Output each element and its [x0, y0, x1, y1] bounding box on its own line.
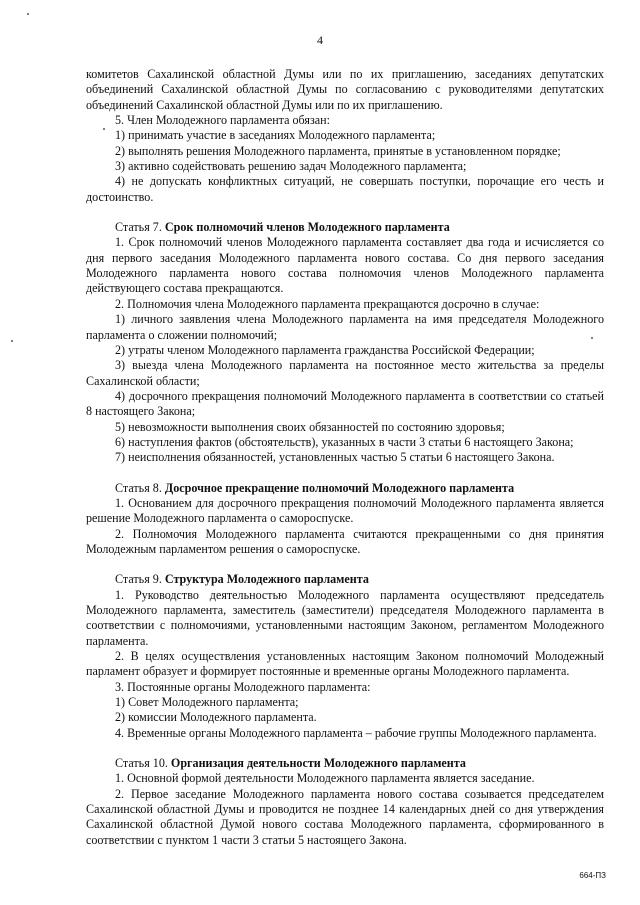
scan-speck [27, 13, 29, 15]
paragraph: 1. Руководство деятельностью Молодежного парламента осуществляют председатель Молодежного парламента, заместитель (заместители) председателя Молодежного парламента в соответствии с полномочиями, установленными настоящим Законом, регламентом Молодежного парламента. [86, 587, 604, 648]
paragraph: 5. Член Молодежного парламента обязан: [115, 113, 330, 128]
article-7-heading [86, 220, 604, 235]
article-number: Статья 10. [115, 756, 171, 771]
paragraph: 2. Полномочия Молодежного парламента считаются прекращенными со дня принятия Молодежным парламентом решения о самороспуске. [86, 526, 604, 556]
paragraph: 2. Первое заседание Молодежного парламента нового состава созывается председателем Сахалинской областной Думы и проводится не позднее 14 календарных дней со дня утверждения Сахалинской областной Думой нового состава Молодежного парламента, сформированного в соответствии с пунктом 1 части 3 статьи 5 настоящего Закона. [86, 786, 604, 847]
paragraph: комитетов Сахалинской областной Думы или по их приглашению, заседаниях депутатских объединений Сахалинской областной Думы по согласованию с руководителями депутатских объединений Сахалинской областной Думы или по их приглашению. [86, 67, 604, 112]
page-number: 4 [317, 33, 323, 47]
paragraph: 2. В целях осуществления установленных настоящим Законом полномочий Молодежный парламент образует и формирует постоянные и временные органы Молодежного парламента. [86, 649, 604, 679]
paragraph: 4. Временные органы Молодежного парламента – рабочие группы Молодежного парламента. [115, 725, 597, 740]
document-code: 664-ПЗ [579, 871, 606, 880]
paragraph: 5) невозможности выполнения своих обязанностей по состоянию здоровья; [115, 419, 505, 434]
article-10-heading [86, 756, 604, 771]
paragraph: 4) не допускать конфликтных ситуаций, не совершать поступки, порочащие его честь и достоинство. [86, 174, 604, 204]
paragraph: 2) комиссии Молодежного парламента. [115, 710, 317, 725]
scan-speck [103, 128, 105, 130]
paragraph: 1. Основной формой деятельности Молодежного парламента является заседание. [115, 771, 535, 786]
paragraph: 1) Совет Молодежного парламента; [115, 695, 299, 710]
paragraph: 7) неисполнения обязанностей, установленных частью 5 статьи 6 настоящего Закона. [115, 450, 555, 465]
paragraph: 4) досрочного прекращения полномочий Молодежного парламента в соответствии со статьей 8 настоящего Закона; [86, 388, 604, 419]
scan-speck [591, 337, 593, 339]
article-title: Структура Молодежного парламента [164, 572, 369, 587]
paragraph: 1) принимать участие в заседаниях Молодежного парламента; [115, 128, 436, 143]
article-number: Статья 9. [115, 572, 165, 587]
paragraph: 1. Срок полномочий членов Молодежного парламента составляет два года и исчисляется со дня первого заседания Молодежного парламента нового состава. Со дня первого заседания Молодежного парламента нового состава полномочия членов Молодежного парламента действующего состава прекращаются. [86, 235, 604, 296]
document-body [86, 67, 604, 848]
article-9-heading [86, 572, 604, 587]
paragraph: 2. Полномочия члена Молодежного парламента прекращаются досрочно в случае: [115, 296, 540, 311]
article-number: Статья 7. [115, 220, 165, 235]
paragraph: 1) личного заявления члена Молодежного парламента на имя председателя Молодежного парламента о сложении полномочий; [86, 312, 604, 342]
scan-speck [11, 340, 13, 342]
article-number: Статья 8. [115, 480, 165, 495]
paragraph: 3. Постоянные органы Молодежного парламента: [115, 679, 371, 694]
paragraph: 1. Основанием для досрочного прекращения полномочий Молодежного парламента является решение Молодежного парламента о самороспуске. [86, 495, 604, 526]
paragraph: 2) утраты членом Молодежного парламента гражданства Российской Федерации; [115, 342, 535, 357]
paragraph: 3) выезда члена Молодежного парламента на постоянное место жительства за пределы Сахалинской области; [86, 358, 604, 388]
article-title: Организация деятельности Молодежного парламента [170, 756, 466, 771]
paragraph: 6) наступления фактов (обстоятельств), указанных в части 3 статьи 6 настоящего Закона; [115, 434, 574, 449]
article-title: Досрочное прекращение полномочий Молодежного парламента [164, 480, 515, 495]
paragraph: 2) выполнять решения Молодежного парламента, принятые в установленном порядке; [115, 143, 561, 158]
article-title: Срок полномочий членов Молодежного парламента [164, 220, 450, 235]
paragraph: 3) активно содействовать решению задач Молодежного парламента; [115, 159, 467, 174]
article-8-heading [86, 481, 604, 496]
